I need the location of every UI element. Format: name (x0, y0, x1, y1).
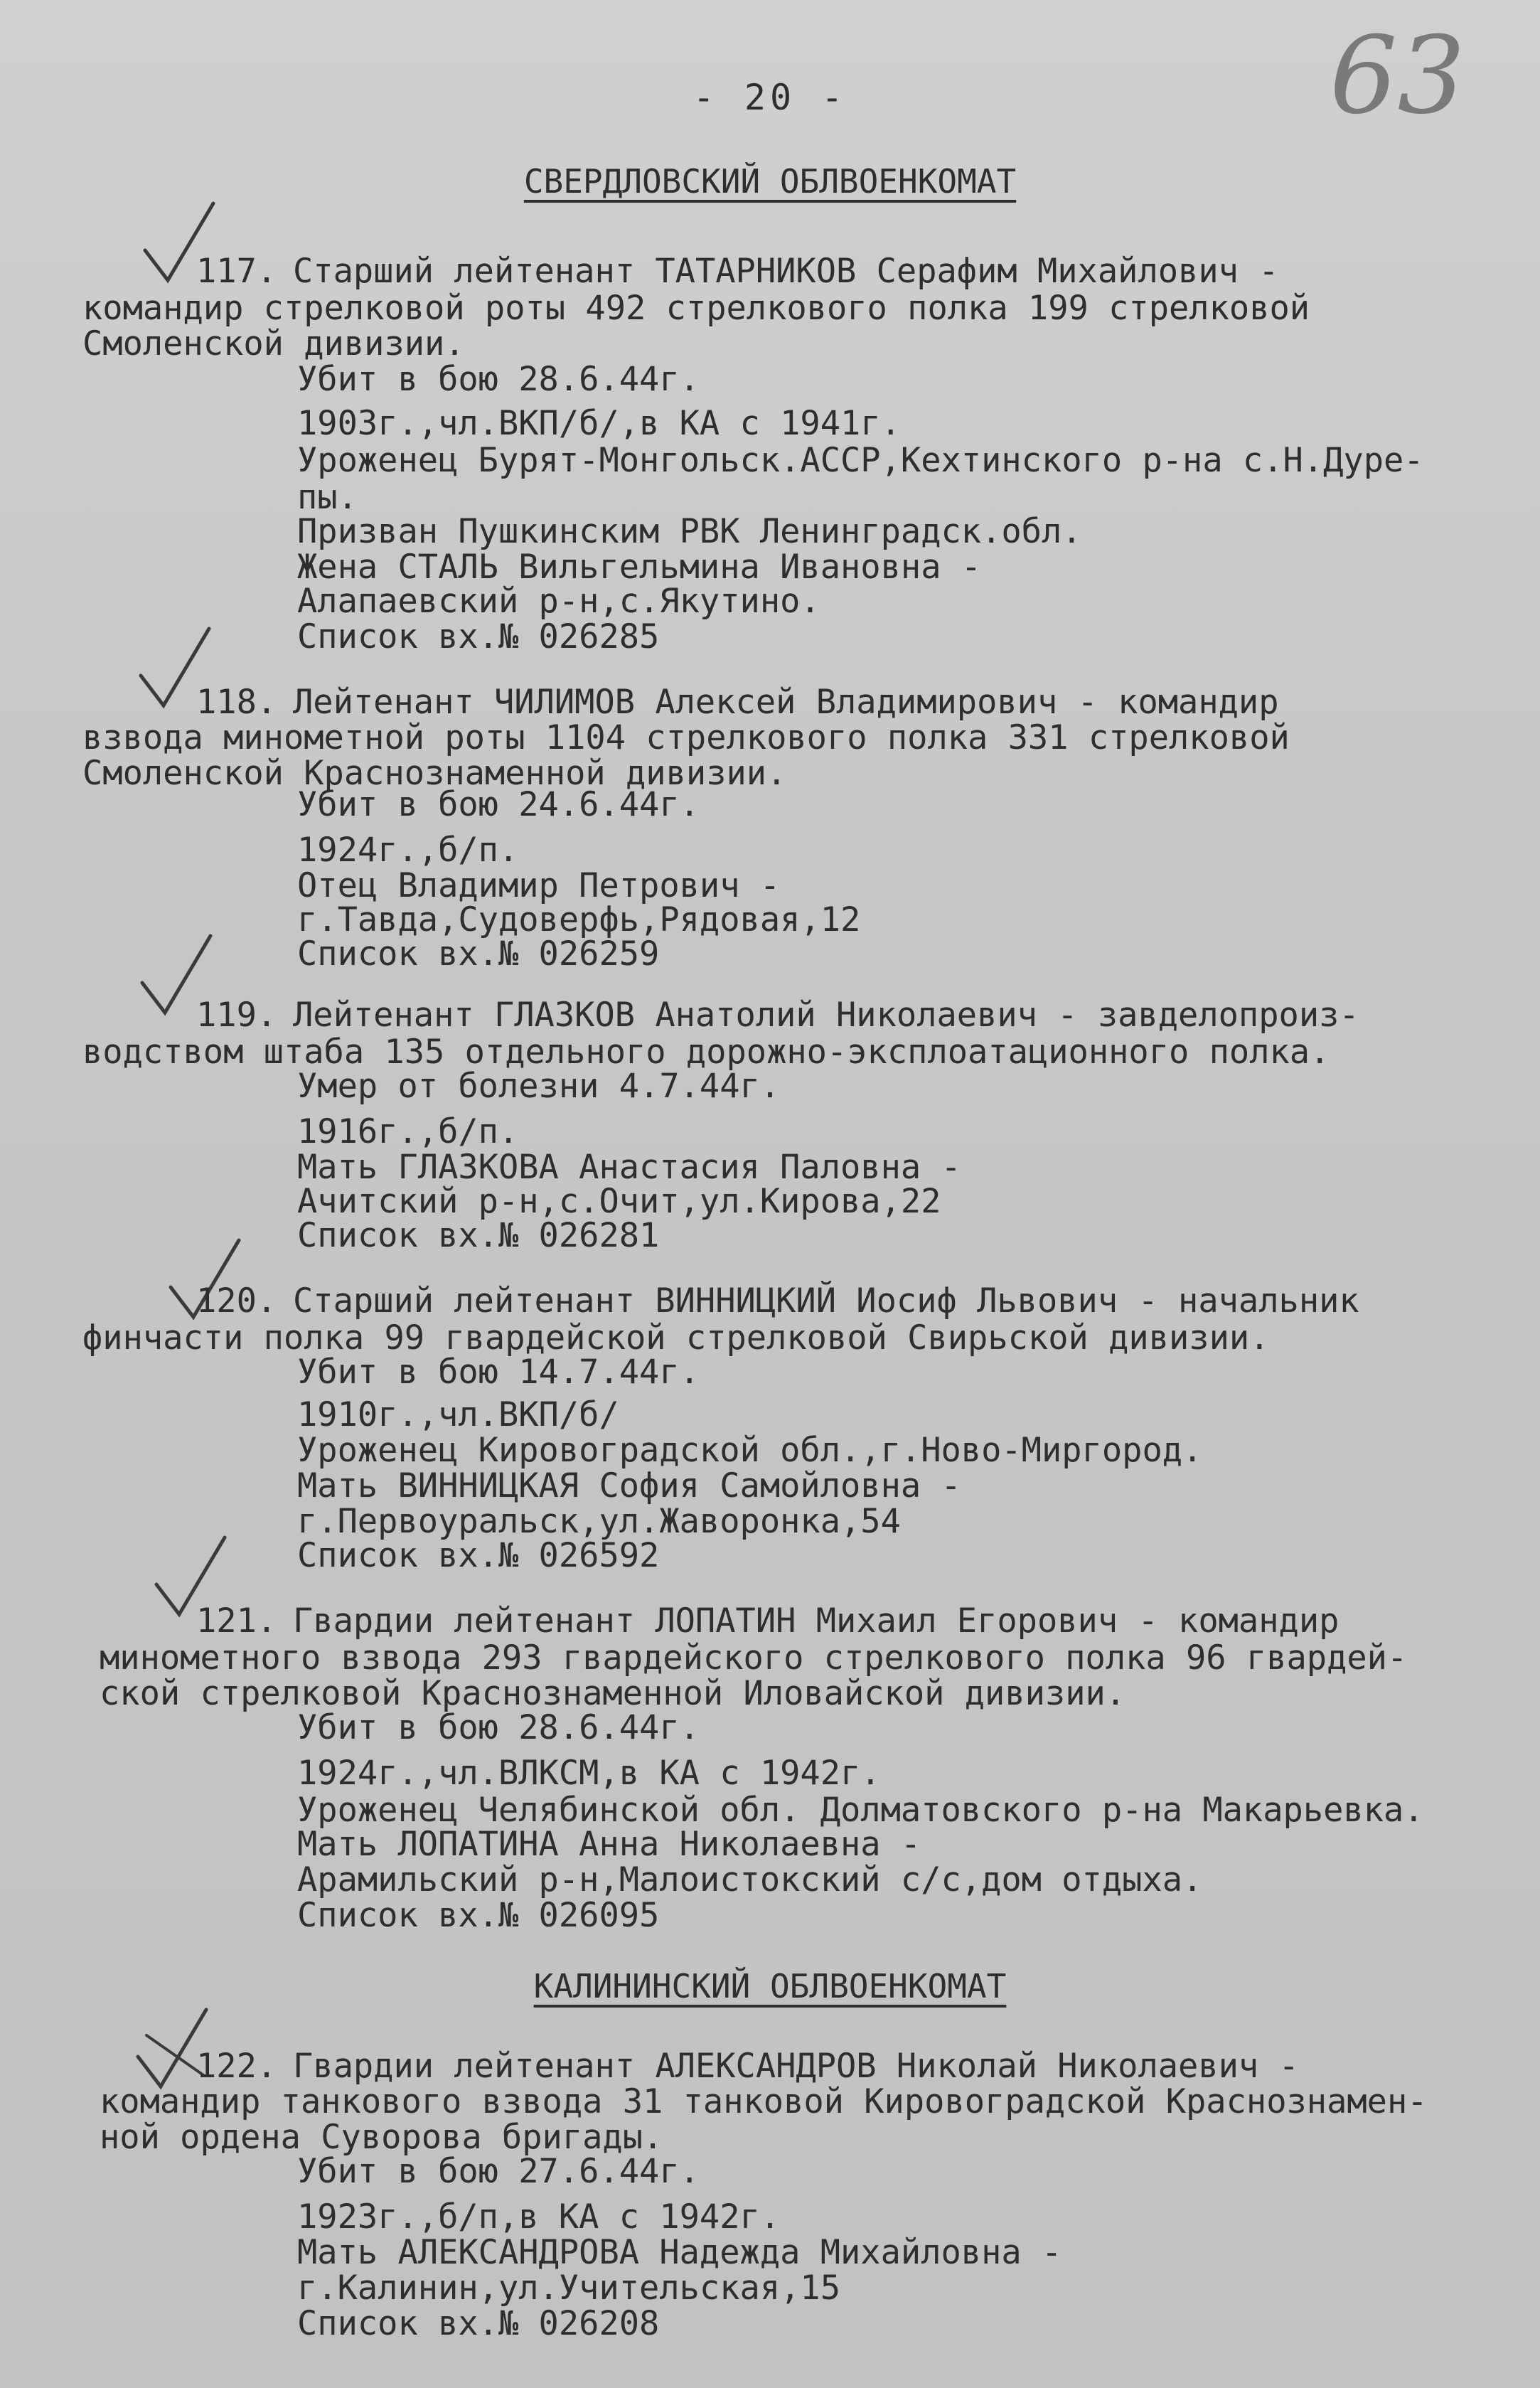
entry-header: Старший лейтенант ВИННИЦКИЙ Иосиф Львович - начальник (293, 1281, 1359, 1321)
entry-detail: Алапаевский р-н,с.Якутино. (297, 582, 820, 621)
entry-number: 119. (196, 996, 277, 1035)
entry-header: Лейтенант ГЛАЗКОВ Анатолий Николаевич - завделопроиз- (293, 996, 1359, 1035)
entry-number: 121. (196, 1601, 277, 1641)
entry-header: Гвардии лейтенант АЛЕКСАНДРОВ Николай Николаевич - (293, 2047, 1299, 2086)
entry-detail: 1903г.,чл.ВКП/б/,в КА с 1941г. (297, 404, 901, 443)
entry-detail: пы. (297, 478, 358, 517)
entry-header: Гвардии лейтенант ЛОПАТИН Михаил Егорович - командир (293, 1601, 1340, 1641)
entry-line: ской стрелковой Краснознаменной Иловайской дивизии. (100, 1674, 1126, 1713)
entry-detail: Список вх.№ 026285 (297, 617, 660, 656)
entry-detail: г.Калинин,ул.Учительская,15 (297, 2269, 841, 2308)
entry-detail: г.Первоуральск,ул.Жаворонка,54 (297, 1502, 901, 1541)
entry-detail: Мать ВИННИЦКАЯ София Самойловна - (297, 1466, 961, 1505)
entry-fate: Умер от болезни 4.7.44г. (297, 1067, 781, 1106)
entry-detail: Мать ЛОПАТИНА Анна Николаевна - (297, 1825, 921, 1864)
handwritten-page-number: 63 (1330, 14, 1465, 138)
entry-detail: г.Тавда,Судоверфь,Рядовая,12 (297, 900, 861, 939)
entry-detail: Уроженец Бурят-Монгольск.АССР,Кехтинского р-на с.Н.Дуре- (297, 441, 1424, 480)
entry-detail: Уроженец Кировоградской обл.,г.Ново-Миргород. (297, 1431, 1203, 1470)
entry-fate: Убит в бою 28.6.44г. (297, 1708, 700, 1747)
entry-line: Смоленской Краснознаменной дивизии. (82, 754, 787, 793)
entry-detail: Ачитский р-н,с.Очит,ул.Кирова,22 (297, 1182, 941, 1221)
entry-detail: Мать АЛЕКСАНДРОВА Надежда Михайловна - (297, 2233, 1062, 2272)
entry-detail: 1924г.,чл.ВЛКСМ,в КА с 1942г. (297, 1754, 881, 1793)
entry-number: 118. (196, 683, 277, 722)
entry-line: Смоленской дивизии. (82, 324, 465, 363)
page-number: - 20 - (693, 77, 847, 118)
entry-detail: 1924г.,б/п. (297, 831, 519, 870)
entry-fate: Убит в бою 27.6.44г. (297, 2152, 700, 2191)
entry-line: командир танкового взвода 31 танковой Кировоградской Краснознамен- (100, 2082, 1428, 2121)
entry-detail: Мать ГЛАЗКОВА Анастасия Паловна - (297, 1148, 961, 1187)
entry-detail: Арамильский р-н,Малоистокский с/с,дом отдыха. (297, 1860, 1203, 1899)
entry-header: Старший лейтенант ТАТАРНИКОВ Серафим Михайлович - (293, 252, 1279, 291)
entry-header: Лейтенант ЧИЛИМОВ Алексей Владимирович - командир (293, 683, 1279, 722)
entry-number: 120. (196, 1281, 277, 1321)
entry-line: минометного взвода 293 гвардейского стрелкового полка 96 гвардей- (100, 1638, 1408, 1678)
entry-detail: Уроженец Челябинской обл. Долматовского р-на Макарьевка. (297, 1791, 1424, 1830)
entry-number: 117. (196, 252, 277, 291)
entry-line: водством штаба 135 отдельного дорожно-эксплоатационного полка. (82, 1033, 1330, 1072)
entry-detail: Список вх.№ 026208 (297, 2304, 660, 2343)
entry-fate: Убит в бою 24.6.44г. (297, 785, 700, 824)
entry-line: командир стрелковой роты 492 стрелкового полка 199 стрелковой (82, 289, 1310, 328)
entry-detail: Призван Пушкинским РВК Ленинградск.обл. (297, 512, 1082, 551)
section-title-kalinin: КАЛИНИНСКИЙ ОБЛВОЕНКОМАТ (533, 1967, 1007, 2005)
entry-detail: Список вх.№ 026592 (297, 1536, 660, 1575)
entry-line: финчасти полка 99 гвардейской стрелковой Свирьской дивизии. (82, 1318, 1270, 1358)
entry-fate: Убит в бою 28.6.44г. (297, 360, 700, 399)
entry-detail: 1923г.,б/п,в КА с 1942г. (297, 2197, 781, 2237)
entry-detail: Отец Владимир Петрович - (297, 866, 781, 905)
entry-line: взвода минометной роты 1104 стрелкового полка 331 стрелковой (82, 718, 1290, 757)
entry-fate: Убит в бою 14.7.44г. (297, 1353, 700, 1392)
entry-detail: Список вх.№ 026281 (297, 1216, 660, 1255)
section-title-sverdlovsk: СВЕРДЛОВСКИЙ ОБЛВОЕНКОМАТ (523, 162, 1017, 201)
entry-detail: Жена СТАЛЬ Вильгельмина Ивановна - (297, 548, 982, 587)
entry-number: 122. (196, 2047, 277, 2086)
entry-detail: Список вх.№ 026095 (297, 1896, 660, 1935)
entry-detail: 1910г.,чл.ВКП/б/ (297, 1395, 619, 1434)
entry-line: ной ордена Суворова бригады. (100, 2118, 663, 2157)
entry-detail: 1916г.,б/п. (297, 1112, 519, 1151)
entry-detail: Список вх.№ 026259 (297, 934, 660, 974)
